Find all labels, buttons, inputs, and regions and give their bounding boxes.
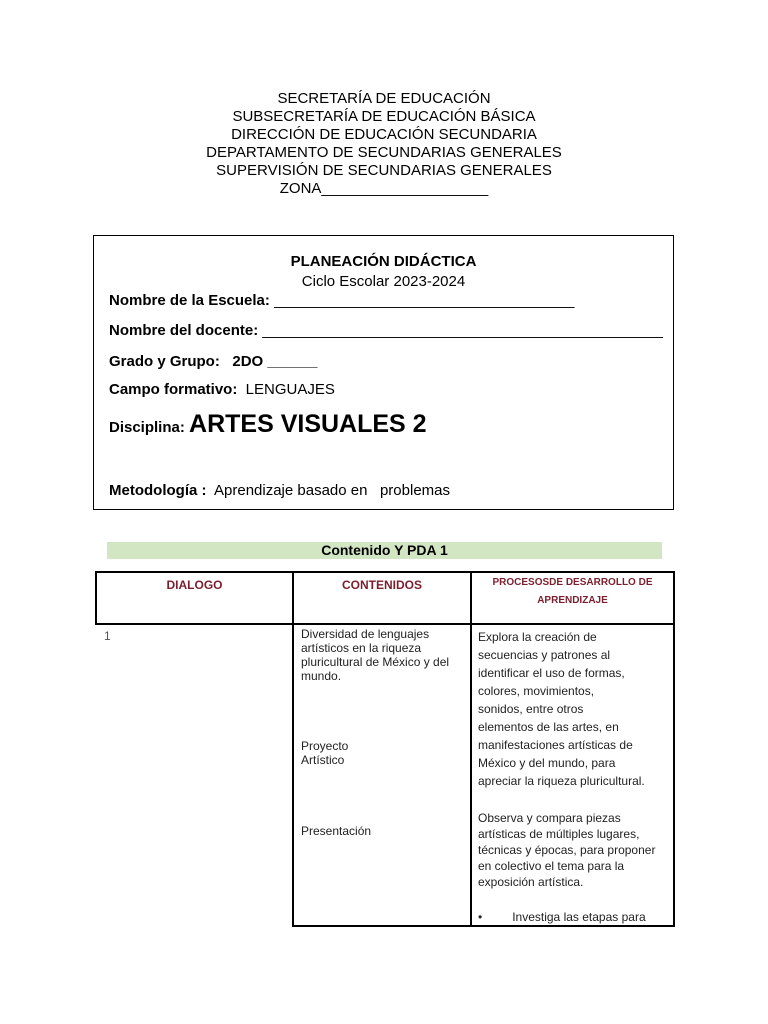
- campo-value: LENGUAJES: [237, 381, 335, 398]
- header-line-1: SECRETARÍA DE EDUCACIÓN: [277, 90, 491, 107]
- contenido-proyecto: [301, 739, 466, 767]
- disciplina-field: [109, 410, 427, 439]
- grade-value: 2DO ______: [219, 353, 318, 370]
- proceso-observa: [478, 810, 668, 890]
- school-value: ____________________________________: [269, 292, 575, 309]
- header-line-5: SUPERVISIÓN DE SECUNDARIAS GENERALES: [216, 162, 552, 179]
- grade-field: [109, 353, 317, 370]
- disciplina-label: Disciplina:: [109, 419, 185, 436]
- proceso-investiga: [478, 909, 668, 925]
- proceso-investiga-text: Investiga las etapas para: [512, 910, 646, 924]
- row-number: 1: [104, 629, 111, 643]
- campo-field: [109, 381, 335, 398]
- proceso-explora: [478, 628, 668, 790]
- contenido-diversidad: Diversidad de lenguajes artísticos en la riqueza pluricultural de México y del mundo.: [301, 627, 450, 683]
- plan-cycle: Ciclo Escolar 2023-2024: [301, 273, 466, 290]
- pda-title-bar: Contenido Y PDA 1: [107, 542, 662, 559]
- header-procesos-line1: PROCESOSDE DESARROLLO DE: [492, 577, 653, 588]
- header-line-3: DIRECCIÓN DE EDUCACIÓN SECUNDARIA: [231, 126, 537, 143]
- contenido-proyecto-line2: Artístico: [301, 753, 345, 767]
- planeacion-box: [93, 235, 674, 510]
- table-top-border: [95, 571, 675, 573]
- contenido-proyecto-line1: Proyecto: [301, 739, 349, 753]
- metodologia-value: Aprendizaje basado en problemas: [206, 482, 450, 499]
- school-label: Nombre de la Escuela:: [109, 292, 270, 309]
- document-header: [0, 90, 768, 198]
- header-dialogo: DIALOGO: [166, 578, 223, 592]
- campo-label: Campo formativo:: [109, 381, 238, 398]
- proceso-explora-line: México y del mundo, para: [478, 756, 616, 770]
- metodologia-field: [109, 482, 450, 499]
- proceso-observa-line: Observa y compara piezas: [478, 811, 621, 825]
- teacher-value: ________________________________________________: [258, 322, 663, 339]
- proceso-explora-line: identificar el uso de formas,: [478, 666, 625, 680]
- metodologia-label: Metodología :: [109, 482, 207, 499]
- header-bottom-border: [95, 623, 675, 625]
- school-field: [109, 292, 574, 309]
- contenido-presentacion: Presentación: [301, 824, 372, 838]
- proceso-explora-line: secuencias y patrones al: [478, 648, 611, 662]
- teacher-field: [109, 322, 663, 339]
- proceso-observa-line: en colectivo el tema para la: [478, 859, 625, 873]
- table-bottom-border: [292, 925, 675, 927]
- proceso-explora-line: Explora la creación de: [478, 630, 597, 644]
- header-contenidos: CONTENIDOS: [341, 578, 422, 592]
- header-line-zona: ZONA____________________: [279, 180, 489, 197]
- proceso-explora-line: manifestaciones artísticas de: [478, 738, 633, 752]
- header-procesos-line2: APRENDIZAJE: [537, 595, 608, 606]
- header-procesos: [472, 574, 673, 610]
- header-line-4: DEPARTAMENTO DE SECUNDARIAS GENERALES: [206, 144, 562, 161]
- proceso-explora-line: elementos de las artes, en: [478, 720, 619, 734]
- proceso-explora-line: colores, movimientos,: [478, 684, 595, 698]
- grade-label: Grado y Grupo:: [109, 353, 220, 370]
- teacher-label: Nombre del docente:: [109, 322, 259, 339]
- disciplina-value: ARTES VISUALES 2: [189, 410, 427, 438]
- plan-title: PLANEACIÓN DIDÁCTICA: [290, 253, 477, 270]
- proceso-observa-line: artísticas de múltiples lugares,: [478, 827, 640, 841]
- bullet-icon: •: [478, 910, 483, 924]
- proceso-observa-line: técnicas y épocas, para proponer: [478, 843, 656, 857]
- header-line-2: SUBSECRETARÍA DE EDUCACIÓN BÁSICA: [232, 108, 536, 125]
- proceso-explora-line: sonidos, entre otros: [478, 702, 584, 716]
- proceso-observa-line: exposición artística.: [478, 875, 584, 889]
- proceso-explora-line: apreciar la riqueza pluricultural.: [478, 774, 645, 788]
